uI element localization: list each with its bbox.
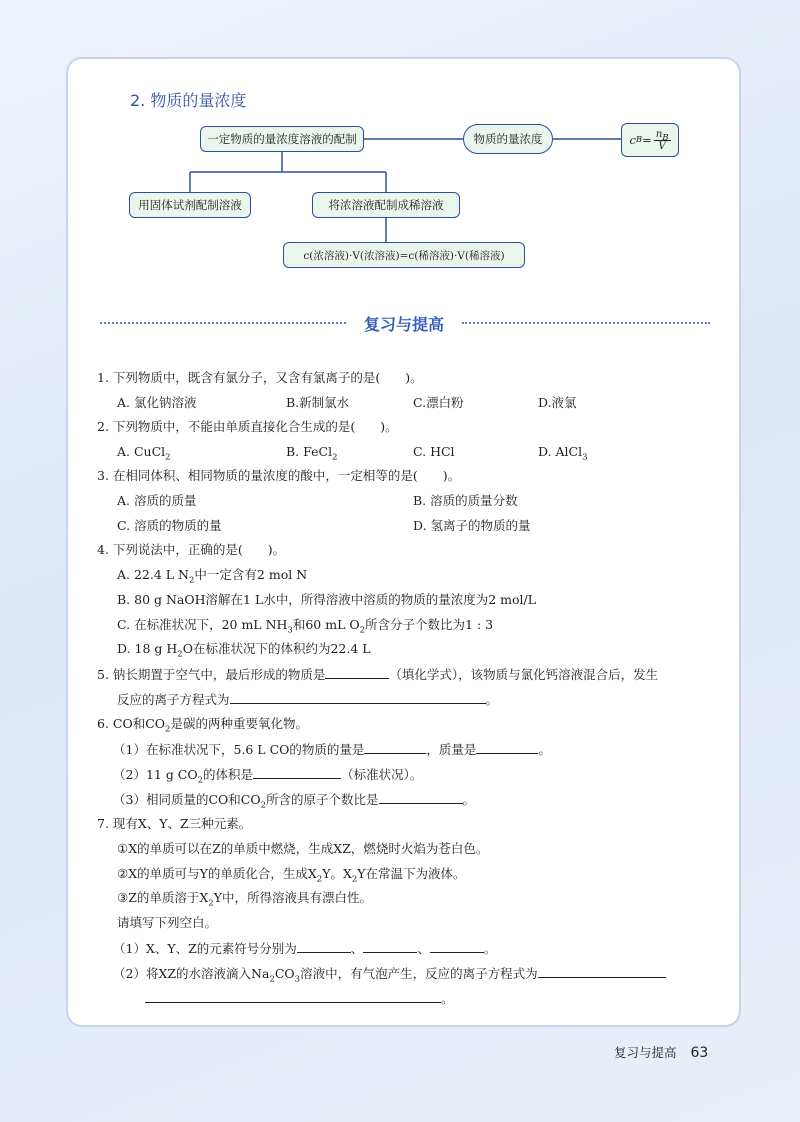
formula-lhs: c bbox=[629, 133, 636, 147]
q1-option-b: B.新制氯水 bbox=[286, 395, 350, 410]
q7-instruction: 请填写下列空白。 bbox=[117, 915, 218, 930]
question-2: 2. 下列物质中，不能由单质直接化合生成的是( )。 bbox=[97, 419, 398, 434]
q7-2-blank-equation-end[interactable] bbox=[145, 990, 441, 1003]
q7-1-blank-z[interactable] bbox=[430, 940, 484, 953]
map-node-dilution-formula: c(浓溶液)·V(浓溶液)=c(稀溶液)·V(稀溶液) bbox=[283, 242, 525, 268]
formula-fraction bbox=[654, 129, 671, 152]
q6-2-blank-volume[interactable] bbox=[253, 766, 341, 779]
page-number: 63 bbox=[690, 1045, 709, 1061]
q3-option-d: D. 氢离子的物质的量 bbox=[413, 518, 531, 533]
question-5-line-2: 反应的离子方程式为 。 bbox=[117, 692, 499, 707]
q2-option-d: D. AlCl$_3$ bbox=[538, 444, 588, 463]
question-3: 3. 在相同体积、相同物质的量浓度的酸中，一定相等的是( )。 bbox=[97, 468, 461, 483]
q3-option-b: B. 溶质的质量分数 bbox=[413, 493, 518, 508]
q7-part-2-continued: 。 bbox=[117, 990, 454, 1007]
map-node-preparation: 一定物质的量浓度溶液的配制 bbox=[200, 126, 364, 152]
q7-condition-2: ②X的单质可与Y的单质化合，生成$X_2Y$。$X_2Y$在常温下为液体。 bbox=[117, 866, 466, 885]
page-footer bbox=[614, 1043, 708, 1061]
question-5-line-1: 5. 钠长期置于空气中，最后形成的物质是 （填化学式），该物质与氯化钙溶液混合后，发生 bbox=[97, 667, 659, 682]
q6-part-3: （3）相同质量的CO和$CO_2$所含的原子个数比是 。 bbox=[113, 792, 476, 811]
q6-1-blank-amount[interactable] bbox=[364, 741, 426, 754]
q2-option-a: A. CuCl$_2$ bbox=[117, 444, 171, 463]
q4-option-b: B. 80 g NaOH溶解在1 L水中，所得溶液中溶质的物质的量浓度为2 mol/L bbox=[117, 592, 537, 607]
formula-denominator: V bbox=[658, 140, 666, 152]
q2-option-b: B. FeCl$_2$ bbox=[286, 444, 338, 463]
section-title: 2. 物质的量浓度 bbox=[130, 91, 247, 110]
q1-option-a: A. 氯化钠溶液 bbox=[117, 395, 197, 410]
q1-option-c: C.漂白粉 bbox=[413, 395, 464, 410]
map-node-concentration: 物质的量浓度 bbox=[463, 124, 553, 154]
formula-eq: = bbox=[642, 133, 652, 147]
question-1: 1. 下列物质中，既含有氯分子，又含有氯离子的是( )。 bbox=[97, 370, 423, 385]
q7-part-1: （1）X、Y、Z的元素符号分别为 、 、 。 bbox=[113, 941, 497, 956]
map-node-solid-reagent: 用固体试剂配制溶液 bbox=[129, 192, 251, 218]
dotted-divider-left bbox=[100, 322, 346, 324]
review-title: 复习与提高 bbox=[363, 315, 444, 334]
q7-2-blank-equation-start[interactable] bbox=[538, 965, 666, 978]
q7-condition-3: ③Z的单质溶于$X_2Y$中，所得溶液具有漂白性。 bbox=[117, 890, 372, 909]
q4-option-d: D. 18 g $H_2O$在标准状况下的体积约为22.4 L bbox=[117, 641, 371, 660]
q3-option-c: C. 溶质的物质的量 bbox=[117, 518, 222, 533]
q7-1-blank-x[interactable] bbox=[297, 940, 351, 953]
q6-3-blank-ratio[interactable] bbox=[379, 791, 463, 804]
q7-1-blank-y[interactable] bbox=[363, 940, 417, 953]
q4-option-c: C. 在标准状况下，20 mL $NH_3$和60 mL $O_2$所含分子个数比为1 : 3 bbox=[117, 617, 494, 636]
question-6: 6. CO和$CO_2$是碳的两种重要氧化物。 bbox=[97, 716, 308, 735]
q5-answer-blank-equation[interactable] bbox=[230, 691, 486, 704]
q3-option-a: A. 溶质的质量 bbox=[117, 493, 197, 508]
q1-option-d: D.液氯 bbox=[538, 395, 577, 410]
q7-condition-1: ①X的单质可以在Z的单质中燃烧，生成XZ，燃烧时火焰为苍白色。 bbox=[117, 841, 489, 856]
q7-part-2: （2）将XZ的水溶液滴入$Na_2CO_3$溶液中，有气泡产生，反应的离子方程式为 bbox=[113, 965, 666, 982]
q6-part-1: （1）在标准状况下，5.6 L CO的物质的量是 ，质量是 。 bbox=[113, 742, 551, 757]
q6-1-blank-mass[interactable] bbox=[476, 741, 538, 754]
map-node-dilution: 将浓溶液配制成稀溶液 bbox=[312, 192, 460, 218]
q2-option-c: C. HCl bbox=[413, 444, 455, 459]
review-header bbox=[96, 312, 714, 334]
q6-part-2: （2）11 g $CO_2$的体积是 （标准状况）。 bbox=[113, 767, 423, 786]
q5-answer-blank-formula[interactable] bbox=[325, 666, 389, 679]
dotted-divider-right bbox=[462, 322, 710, 324]
formula-numerator: $n_B$ bbox=[655, 128, 669, 143]
q4-option-a: A. 22.4 L $N_2$中一定含有2 mol N bbox=[117, 567, 308, 586]
map-node-formula: c B = $\frac{n_B}{V}$ bbox=[621, 123, 679, 157]
footer-label: 复习与提高 bbox=[614, 1045, 677, 1060]
question-7: 7. 现有X、Y、Z三种元素。 bbox=[97, 816, 252, 831]
question-4: 4. 下列说法中，正确的是( )。 bbox=[97, 542, 286, 557]
